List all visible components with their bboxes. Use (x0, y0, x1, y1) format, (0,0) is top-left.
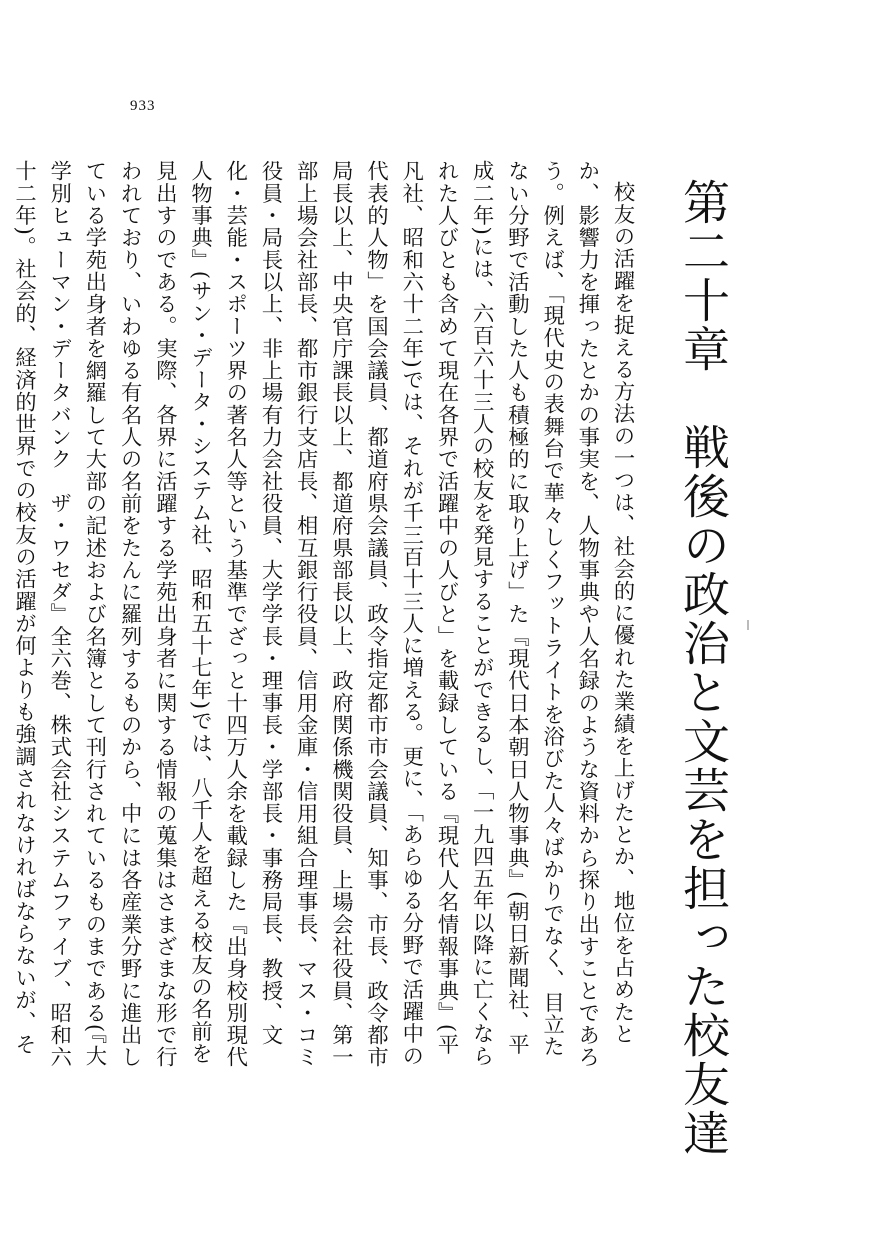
body-text (11, 160, 640, 1075)
chapter-title: 第二十章 戦後の政治と文芸を担った校友達 (675, 178, 730, 1158)
scan-edge-mark (747, 620, 749, 630)
page-number: 933 (130, 98, 156, 114)
body-paragraph: 校友の活躍を捉える方法の一つは、社会的に優れた業績を上げたとか、地位を占めたとか、影響力を揮ったとかの事実を、人物事典や人名録のような資料から探り出すことであろう。例えば、「現代史の表舞台で華々しくフットライトを浴びた人々ばかりでなく、目立たない分野で活動した人も積極的に取り上げ」た『現代日本朝日人物事典』(朝日新聞社、平成二年)には、六百六十三人の校友を発見することができるし、「一九四五年以降に亡くなられた人びとも含めて現在各界で活躍中の人びと」を載録している『現代人名情報事典』(平凡社、昭和六十二年)では、それが千三百十三人に増える。更に、「あらゆる分野で活躍中の代表的人物」を国会議員、都道府県会議員、政令指定都市市会議員、知事、市長、政令都市局長以上、中央官庁課長以上、都道府県部長以上、政府関係機関役員、上場会社役員、第一部上場会社部長、都市銀行支店長、相互銀行役員、信用金庫・信用組合理事長、マス・コミ役員・局長以上、非上場有力会社役員、大学学長・理事長・学部長・事務局長、教授、文化・芸能・スポーツ界の著名人等という基準でざっと十四万人余を載録した『出身校別現代人物事典』(サン・データ・システム社、昭和五十七年)では、八千人を超える校友の名前を見出すのである。実際、各界に活躍する学苑出身者に関する情報の蒐集はさまざまな形で行われており、いわゆる有名人の名前をたんに羅列するものから、中には各産業分野に進出している学苑出身者を網羅して大部の記述および名簿として刊行されているものまである(『大学別ヒューマン・データバンク ザ・ワセダ』全六巻、株式会社システムファイブ、昭和六十二年)。社会的、経済的世界での校友の活躍が何よりも強調されなければならないが、そ (11, 160, 635, 1069)
